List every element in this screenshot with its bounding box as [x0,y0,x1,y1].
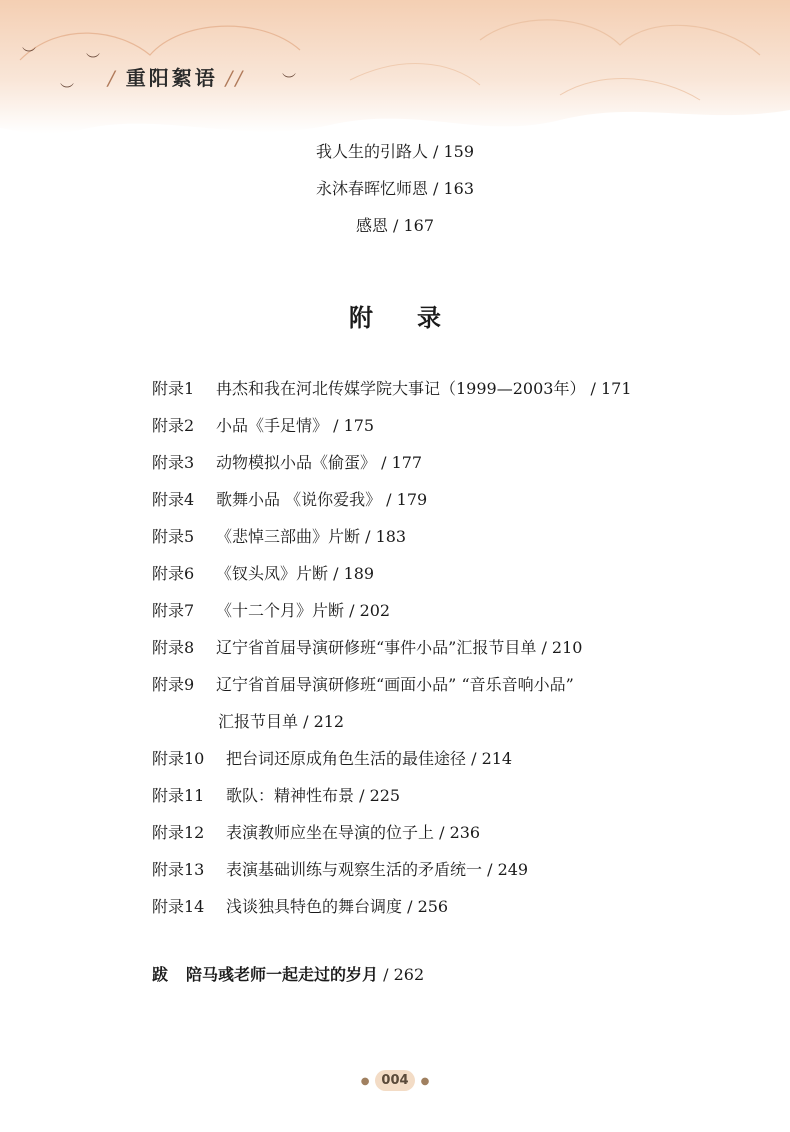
appendix-item [152,407,752,444]
appendix-label: 附录2 [152,416,195,435]
dot-icon: ● [420,1076,430,1087]
appendix-text: 歌舞小品 《说你爱我》 / 179 [216,490,428,509]
appendix-text: 辽宁省首届导演研修班“事件小品”汇报节目单 / 210 [216,638,583,657]
appendix-label: 附录7 [152,601,195,620]
toc-entry: 感恩 / 167 [355,216,435,235]
postscript-text: 陪马彧老师一起走过的岁月 [186,965,379,984]
appendix-item [152,555,752,592]
appendix-label: 附录10 [152,749,205,768]
appendix-item [152,481,752,518]
dot-icon: ● [360,1076,370,1087]
appendix-item [152,740,752,777]
appendix-label: 附录4 [152,490,195,509]
appendix-text: 表演教师应坐在导演的位子上 / 236 [226,823,481,842]
appendix-item-continuation: 汇报节目单 / 212 [218,712,345,731]
section-title: 附录 [349,303,485,332]
appendix-label: 附录11 [152,786,205,805]
appendix-text: 表演基础训练与观察生活的矛盾统一 / 249 [226,860,529,879]
bird-icon: ︶ [282,73,296,89]
appendix-text: 小品《手足情》 / 175 [216,416,375,435]
appendix-text: 冉杰和我在河北传媒学院大事记（1999—2003年） / 171 [216,379,632,398]
appendix-label: 附录14 [152,897,205,916]
appendix-item [152,370,752,407]
appendix-text: 浅谈独具特色的舞台调度 / 256 [226,897,449,916]
appendix-label: 附录13 [152,860,205,879]
appendix-item [152,444,752,481]
appendix-text: 歌队：精神性布景 / 225 [226,786,401,805]
appendix-item [152,629,752,666]
appendix-text: 辽宁省首届导演研修班“画面小品” “音乐音响小品” [216,675,574,694]
appendix-text: 《悲悼三部曲》片断 / 183 [216,527,407,546]
header-slash-left: / [108,66,118,90]
appendix-text: 《钗头凤》片断 / 189 [216,564,375,583]
appendix-label: 附录6 [152,564,195,583]
postscript-label: 跋 [152,965,169,984]
bird-icon: ︶ [86,53,100,69]
appendix-label: 附录9 [152,675,195,694]
page-number: 004 [375,1070,414,1091]
appendix-item [152,666,752,703]
appendix-item [152,518,752,555]
appendix-item [152,777,752,814]
appendix-label: 附录5 [152,527,195,546]
appendix-item [152,814,752,851]
appendix-item [152,592,752,629]
header-slash-right: // [225,66,246,90]
toc-entry: 我人生的引路人 / 159 [315,142,475,161]
appendix-text: 动物模拟小品《偷蛋》 / 177 [216,453,423,472]
appendix-label: 附录3 [152,453,195,472]
bird-icon: ︶ [22,47,36,63]
appendix-label: 附录12 [152,823,205,842]
toc-entry: 永沐春晖忆师恩 / 163 [315,179,475,198]
bird-icon: ︶ [60,83,74,99]
postscript-page: / 262 [378,965,425,984]
running-header [100,62,253,91]
appendix-text: 《十二个月》片断 / 202 [216,601,391,620]
appendix-list [152,370,752,925]
appendix-label: 附录8 [152,638,195,657]
appendix-label: 附录1 [152,379,195,398]
appendix-item [152,888,752,925]
toc-entries-top [0,133,790,244]
page-number-footer [0,1070,790,1091]
appendix-item [152,851,752,888]
postscript-entry [152,956,424,993]
appendix-text: 把台词还原成角色生活的最佳途径 / 214 [226,749,513,768]
header-title-text: 重阳絮语 [125,66,218,90]
